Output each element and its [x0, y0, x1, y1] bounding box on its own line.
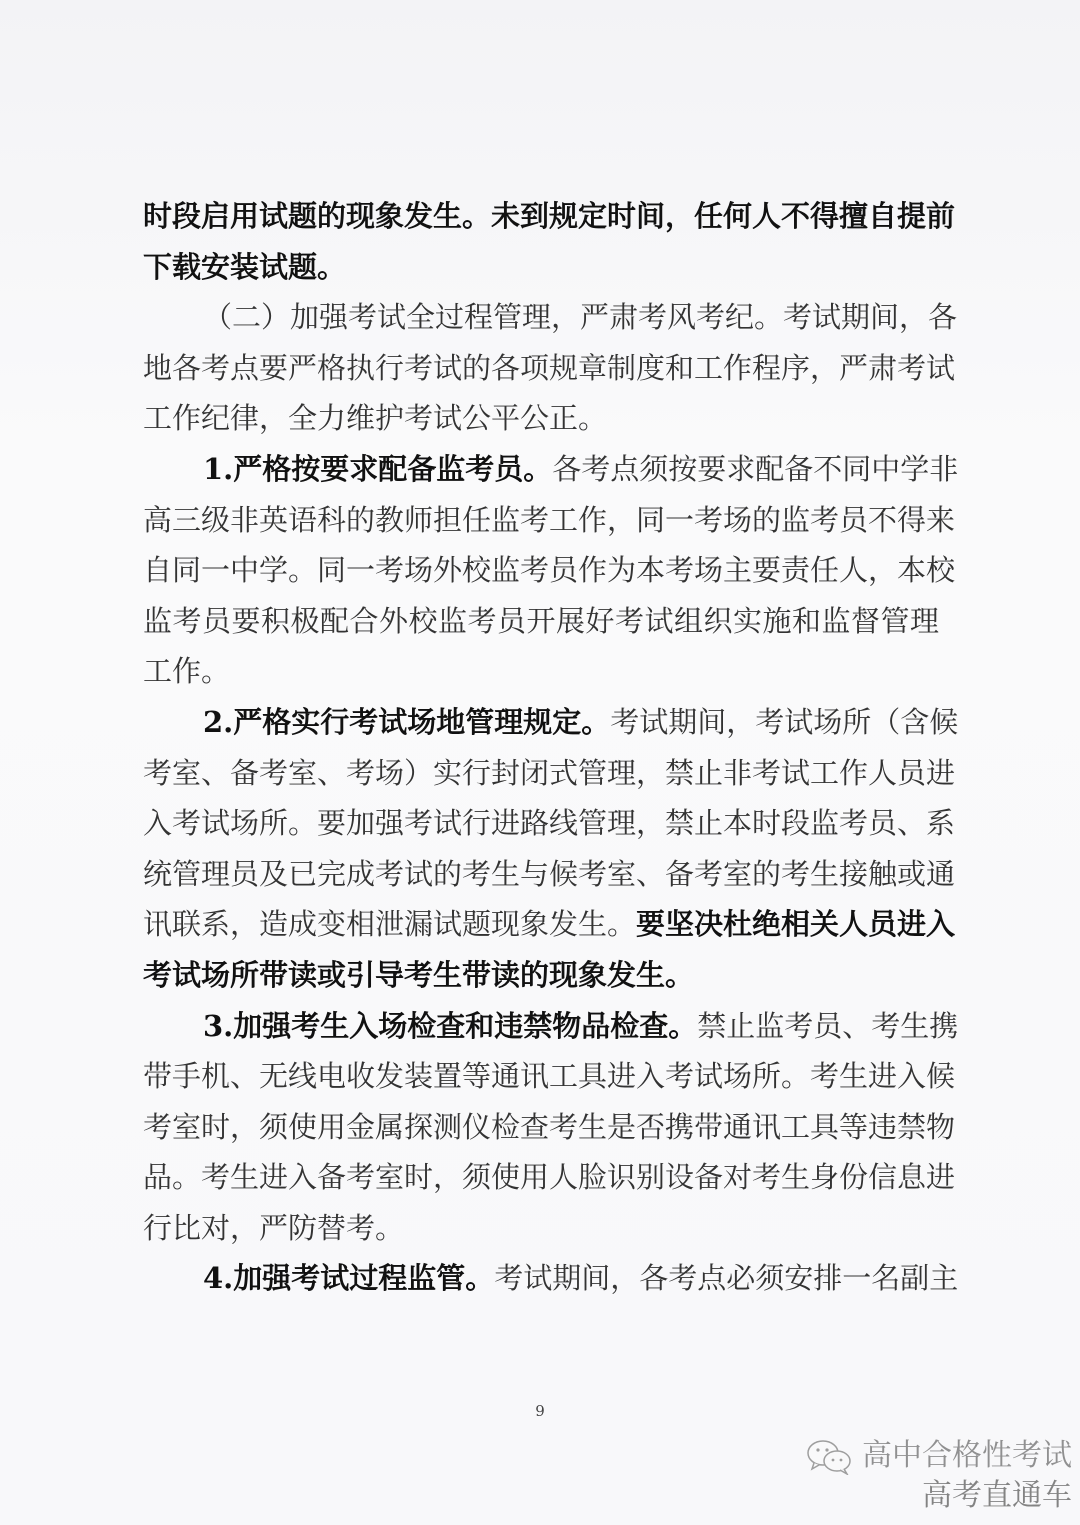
- text-line: [143, 242, 939, 293]
- body-text-segment: 自同一中学。同一考场外校监考员作为本考场主要责任人，本校: [143, 553, 956, 588]
- text-line: [143, 748, 956, 799]
- body-text-segment: （二）加强考试全过程管理，严肃考风考纪。考试期间，各: [203, 300, 958, 335]
- watermark-text: [862, 1436, 1072, 1516]
- text-line: [143, 798, 956, 849]
- text-line: [143, 191, 956, 242]
- text-line: [143, 596, 939, 647]
- body-text-segment: 工作纪律，全力维护考试公平公正。: [143, 401, 608, 436]
- body-text-segment: 统管理员及已完成考试的考生与候考室、备考室的考生接触或通: [143, 856, 956, 891]
- text-line: [143, 697, 959, 748]
- text-line: [143, 899, 956, 950]
- text-line: [143, 1051, 956, 1102]
- body-text-segment: 各考点须按要求配备不同中学非: [552, 451, 959, 486]
- body-text-segment: 讯联系，造成变相泄漏试题现象发生。: [143, 907, 637, 942]
- body-text-segment: 监考员要积极配合外校监考员开展好考试组织实施和监督管理: [143, 603, 939, 638]
- body-text-segment: 地各考点要严格执行考试的各项规章制度和工作程序，严肃考试: [143, 350, 956, 385]
- bold-text: 3.加强考生入场检查和违禁物品检查。: [203, 1008, 698, 1043]
- body-text-segment: 品。考生进入备考室时，须使用人脸识别设备对考生身份信息进: [143, 1160, 956, 1195]
- text-line: [143, 393, 939, 444]
- bold-text: 2.严格实行考试场地管理规定。: [203, 704, 611, 739]
- bold-text: 时段启用试题的现象发生。未到规定时间，任何人不得擅自提前: [143, 199, 956, 233]
- body-text-segment: 考试期间，考试场所（含候: [610, 704, 959, 739]
- page-number: 9: [535, 1402, 545, 1420]
- text-line: [143, 343, 956, 394]
- bold-text: 下载安装试题。: [143, 249, 347, 284]
- text-line: [143, 495, 956, 546]
- text-line: [143, 849, 956, 900]
- bold-text: 1.严格按要求配备监考员。: [203, 451, 553, 486]
- text-line: [143, 1203, 939, 1254]
- body-text-segment: 行比对，严防替考。: [143, 1210, 405, 1245]
- watermark: [806, 1436, 1072, 1516]
- body-text-segment: 高三级非英语科的教师担任监考工作，同一考场的监考员不得来: [143, 502, 956, 537]
- text-line: [143, 1152, 956, 1203]
- text-line: [143, 545, 956, 596]
- text-line: [143, 444, 959, 495]
- wechat-icon: [806, 1439, 854, 1475]
- body-text-segment: 入考试场所。要加强考试行进路线管理，禁止本时段监考员、系: [143, 806, 956, 841]
- text-line: [143, 646, 939, 697]
- bold-text: 4.加强考试过程监管。: [203, 1261, 495, 1296]
- text-line: [143, 1102, 956, 1153]
- bold-text: 要坚决杜绝相关人员进入: [636, 907, 956, 942]
- body-text-segment: 考试期间，各考点必须安排一名副主: [494, 1261, 959, 1296]
- text-line: [143, 1001, 959, 1052]
- text-line: [143, 950, 939, 1001]
- text-line: [143, 1253, 959, 1304]
- watermark-text-over: 高考直通车: [922, 1478, 1072, 1513]
- body-text-segment: 带手机、无线电收发装置等通讯工具进入考试场所。考生进入候: [143, 1059, 956, 1094]
- body-text-segment: 考室、备考室、考场）实行封闭式管理，禁止非考试工作人员进: [143, 755, 956, 790]
- body-text-segment: 考室时，须使用金属探测仪检查考生是否携带通讯工具等违禁物: [143, 1109, 956, 1144]
- body-text-segment: 禁止监考员、考生携: [697, 1008, 959, 1043]
- body-text-segment: 工作。: [143, 654, 231, 689]
- watermark-text-under: 高中合格性考试: [862, 1438, 1072, 1473]
- document-body: [143, 191, 959, 1304]
- bold-text: 考试场所带读或引导考生带读的现象发生。: [143, 957, 695, 992]
- text-line: [143, 292, 958, 343]
